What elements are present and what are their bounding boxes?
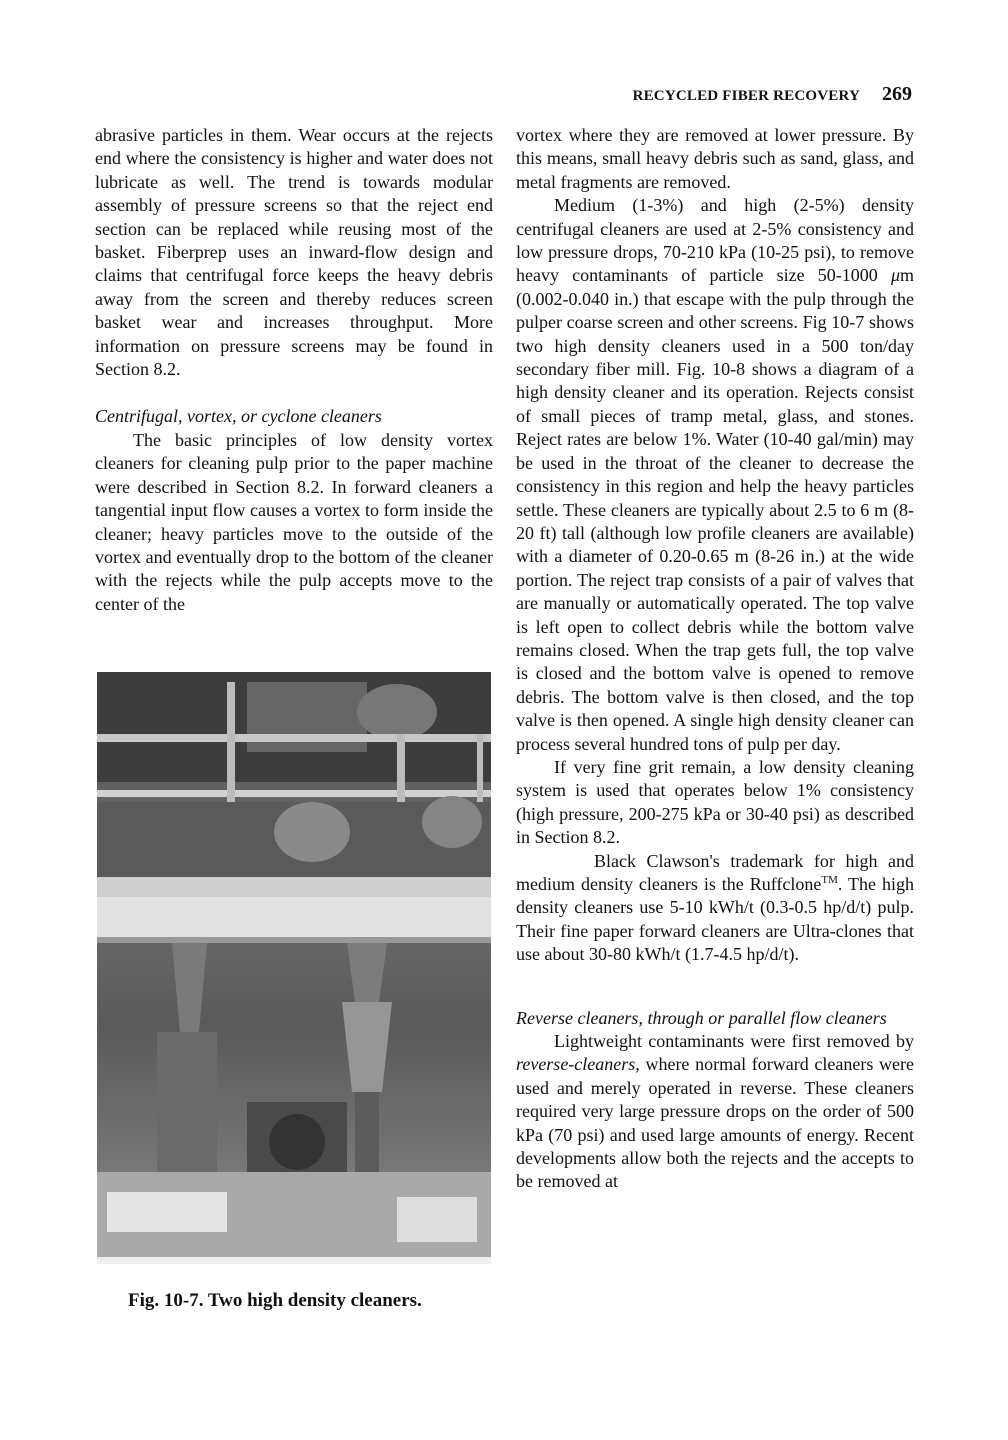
- figure-photo-cleaners: [97, 672, 491, 1264]
- left-paragraph-2: The basic principles of low density vortex cleaners for cleaning pulp prior to the paper machine were described in Section 8.2. In forward cleaners a tangential input flow causes a vortex to form inside the cleaner; heavy particles move to the outside of the vortex and eventually drop to the bottom of the cleaner with the rejects while the pulp accepts move to the center of the: [95, 429, 493, 614]
- right-paragraph-2-a: Medium (1-3%) and high (2-5%) density centrifugal cleaners are used at 2-5% consistency and low pressure drops, 70-210 kPa (10-25 psi), to remove heavy contaminants of particle size 50-1000: [516, 195, 914, 286]
- right-paragraph-4-b: . The high density cleaners use 5-10 kWh/t (0.3-0.5 hp/d/t) pulp. Their fine paper forward cleaners are Ultra-clones that use about 30-80 kWh/t (1.7-4.5 hp/d/t).: [516, 874, 914, 965]
- trademark-symbol: TM: [821, 874, 838, 886]
- section-heading-reverse: Reverse cleaners, through or parallel flow cleaners: [516, 1007, 887, 1028]
- right-paragraph-5-b: , where normal forward cleaners were used and merely operated in reverse. These cleaners required very large pressure drops on the order of 500 kPa (70 psi) and used large amounts of energy. Recent developments allow both the rejects and the accepts to be removed at: [516, 1054, 914, 1192]
- right-column: [516, 124, 914, 1194]
- right-paragraph-4: [516, 850, 914, 967]
- reverse-cleaners-term: reverse-cleaners: [516, 1054, 636, 1075]
- right-paragraph-4-a: Black Clawson's trademark for high and medium density cleaners is the Ruffclone: [516, 850, 914, 894]
- section-heading-centrifugal: Centrifugal, vortex, or cyclone cleaners: [95, 406, 382, 427]
- page-number: 269: [882, 83, 912, 105]
- running-title: RECYCLED FIBER RECOVERY: [632, 88, 860, 104]
- right-paragraph-3: If very fine grit remain, a low density cleaning system is used that operates below 1% consistency (high pressure, 200-275 kPa or 30-40 psi) as described in Section 8.2.: [516, 756, 914, 848]
- right-paragraph-2-b: m (0.002-0.040 in.) that escape with the pulp through the pulper coarse screen and other screens. Fig 10-7 shows two high density cleaners used in a 500 ton/day secondary fiber mill. Fig. 10-8 shows a diagram of a high density cleaner and its operation. Rejects consist of small pieces of tramp metal, glass, and stones. Reject rates are below 1%. Water (10-40 gal/min) may be used in the throat of the cleaner to decrease the consistency in this region and help the heavy particles settle. These cleaners are typically about 2.5 to 6 m (8-20 ft) tall (although low profile cleaners are available) with a diameter of 0.20-0.65 m (8-26 in.) at the wide portion. The reject trap consists of a pair of valves that are manually or automatically operated. The top valve is left open to collect debris while the bottom valve remains closed. When the trap gets full, the top valve is closed and the bottom valve is opened to remove debris. The bottom valve is then closed, and the top valve is then opened. A single high density cleaner can process several hundred tons of pulp per day.: [516, 265, 914, 754]
- running-head: [633, 83, 912, 106]
- left-paragraph-1: abrasive particles in them. Wear occurs at the rejects end where the consistency is higher and water does not lubricate as well. The trend is towards modular assembly of pressure screens so that the reject end section can be replaced while reusing most of the basket. Fiberprep uses an inward-flow design and claims that centrifugal force keeps the heavy debris away from the screen and thereby reduces screen basket wear and increases throughput. More information on pressure screens may be found in Section 8.2.: [95, 125, 493, 380]
- right-paragraph-1: vortex where they are removed at lower pressure. By this means, small heavy debris such as sand, glass, and metal fragments are removed.: [516, 125, 914, 192]
- micro-symbol: μ: [890, 265, 900, 286]
- right-paragraph-2: [516, 194, 914, 756]
- right-paragraph-5: [516, 1030, 914, 1194]
- right-paragraph-5-a: Lightweight contaminants were first removed by: [554, 1031, 914, 1052]
- left-column: [95, 124, 493, 616]
- photo-illustration: [97, 672, 491, 1264]
- figure-caption: Fig. 10-7. Two high density cleaners.: [128, 1290, 422, 1311]
